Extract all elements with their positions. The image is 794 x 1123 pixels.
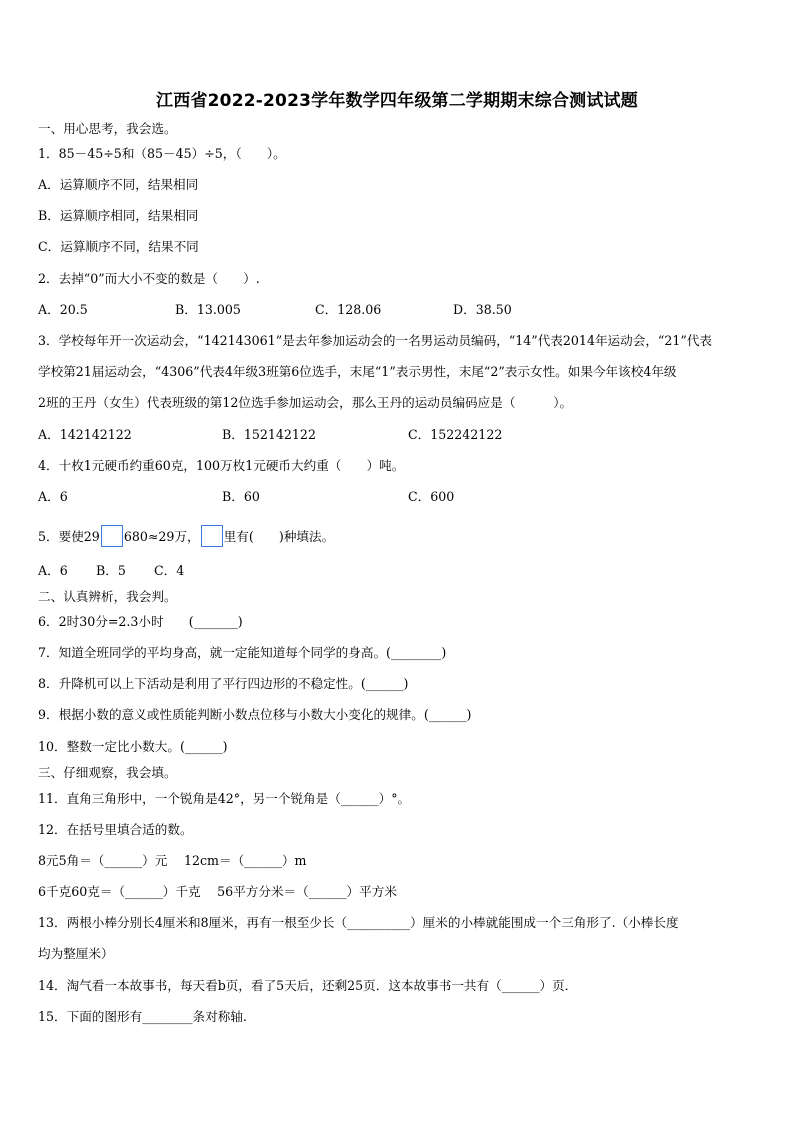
question-14: 14．淘气看一本故事书，每天看b页，看了5天后，还剩25页．这本故事书一共有（______）页． bbox=[38, 978, 578, 993]
question-6: 6．2时30分=2.3小时 (_______) bbox=[38, 614, 243, 629]
question-5-option-c: C．4 bbox=[154, 563, 185, 578]
question-4-option-b: B．60 bbox=[222, 489, 260, 504]
question-5-option-b: B．5 bbox=[96, 563, 126, 578]
question-7: 7．知道全班同学的平均身高，就一定能知道每个同学的身高。(________) bbox=[38, 645, 447, 660]
question-12-row-2: 6千克60克＝（______）千克 56平方分米＝（______）平方米 bbox=[38, 884, 397, 899]
question-1-option-c: C．运算顺序不同，结果不同 bbox=[38, 239, 199, 254]
question-5-text-3: 里有( )种填法。 bbox=[223, 529, 335, 544]
question-10: 10．整数一定比小数大。(______) bbox=[38, 739, 228, 754]
section-1-heading: 一、用心思考，我会选。 bbox=[38, 121, 177, 136]
question-5-text-2: 680≈29万， bbox=[123, 529, 200, 544]
question-5-options bbox=[38, 563, 184, 579]
question-13-line-1: 13．两根小棒分别长4厘米和8厘米，再有一根至少长（__________）厘米的小棒就能围成一个三角形了.（小棒长度 bbox=[38, 915, 679, 930]
question-5-text-1: 5．要使29 bbox=[38, 529, 100, 544]
question-12-row-1: 8元5角＝（______）元 12cm＝（______）m bbox=[38, 853, 307, 868]
question-8: 8．升降机可以上下活动是利用了平行四边形的不稳定性。(______) bbox=[38, 676, 409, 691]
question-4-option-c: C．600 bbox=[408, 489, 455, 504]
question-2-option-d: D．38.50 bbox=[453, 302, 512, 317]
question-4-option-a: A．6 bbox=[38, 489, 68, 504]
question-9: 9．根据小数的意义或性质能判断小数点位移与小数大小变化的规律。(______) bbox=[38, 707, 472, 722]
question-5-stem bbox=[38, 525, 334, 547]
question-3-option-c: C．152242122 bbox=[408, 427, 503, 442]
question-12-stem: 12．在括号里填合适的数。 bbox=[38, 822, 193, 837]
question-11: 11．直角三角形中，一个锐角是42°，另一个锐角是（______）°。 bbox=[38, 791, 411, 806]
question-3-line-1: 3．学校每年开一次运动会，“142143061”是去年参加运动会的一名男运动员编码，“14”代表2014年运动会，“21”代表 bbox=[38, 333, 713, 348]
question-2-stem: 2．去掉“0”而大小不变的数是（ ）. bbox=[38, 271, 260, 286]
question-3-line-2: 学校第21届运动会，“4306”代表4年级3班第6位选手，末尾“1”表示男性，末尾“2”表示女性。如果今年该校4年级 bbox=[38, 364, 677, 379]
section-3-heading: 三、仔细观察，我会填。 bbox=[38, 765, 177, 780]
question-3-line-3: 2班的王丹（女生）代表班级的第12位选手参加运动会，那么王丹的运动员编码应是（ ）。 bbox=[38, 395, 573, 410]
question-3-option-b: B．152142122 bbox=[222, 427, 316, 442]
question-1-option-a: A．运算顺序不同，结果相同 bbox=[38, 177, 199, 192]
question-4-stem: 4．十枚1元硬币约重60克，100万枚1元硬币大约重（ ）吨。 bbox=[38, 458, 405, 473]
question-3-options bbox=[38, 427, 502, 443]
question-1-stem: 1．85－45÷5和（85－45）÷5，（ ）。 bbox=[38, 146, 286, 161]
page-title: 江西省2022-2023学年数学四年级第二学期期末综合测试试题 bbox=[156, 91, 638, 111]
question-2-option-c: C．128.06 bbox=[315, 302, 382, 317]
question-2-options bbox=[38, 302, 512, 318]
question-4-options bbox=[38, 489, 454, 505]
question-15: 15．下面的图形有________条对称轴. bbox=[38, 1009, 247, 1024]
question-3-option-a: A．142142122 bbox=[38, 427, 132, 442]
question-2-option-b: B．13.005 bbox=[175, 302, 241, 317]
question-5-option-a: A．6 bbox=[38, 563, 68, 578]
question-1-option-b: B．运算顺序相同，结果相同 bbox=[38, 208, 199, 223]
section-2-heading: 二、认真辨析，我会判。 bbox=[38, 589, 177, 604]
question-2-option-a: A．20.5 bbox=[38, 302, 88, 317]
digit-box-1[interactable] bbox=[101, 525, 123, 547]
question-13-line-2: 均为整厘米） bbox=[38, 946, 114, 961]
digit-box-2[interactable] bbox=[201, 525, 223, 547]
